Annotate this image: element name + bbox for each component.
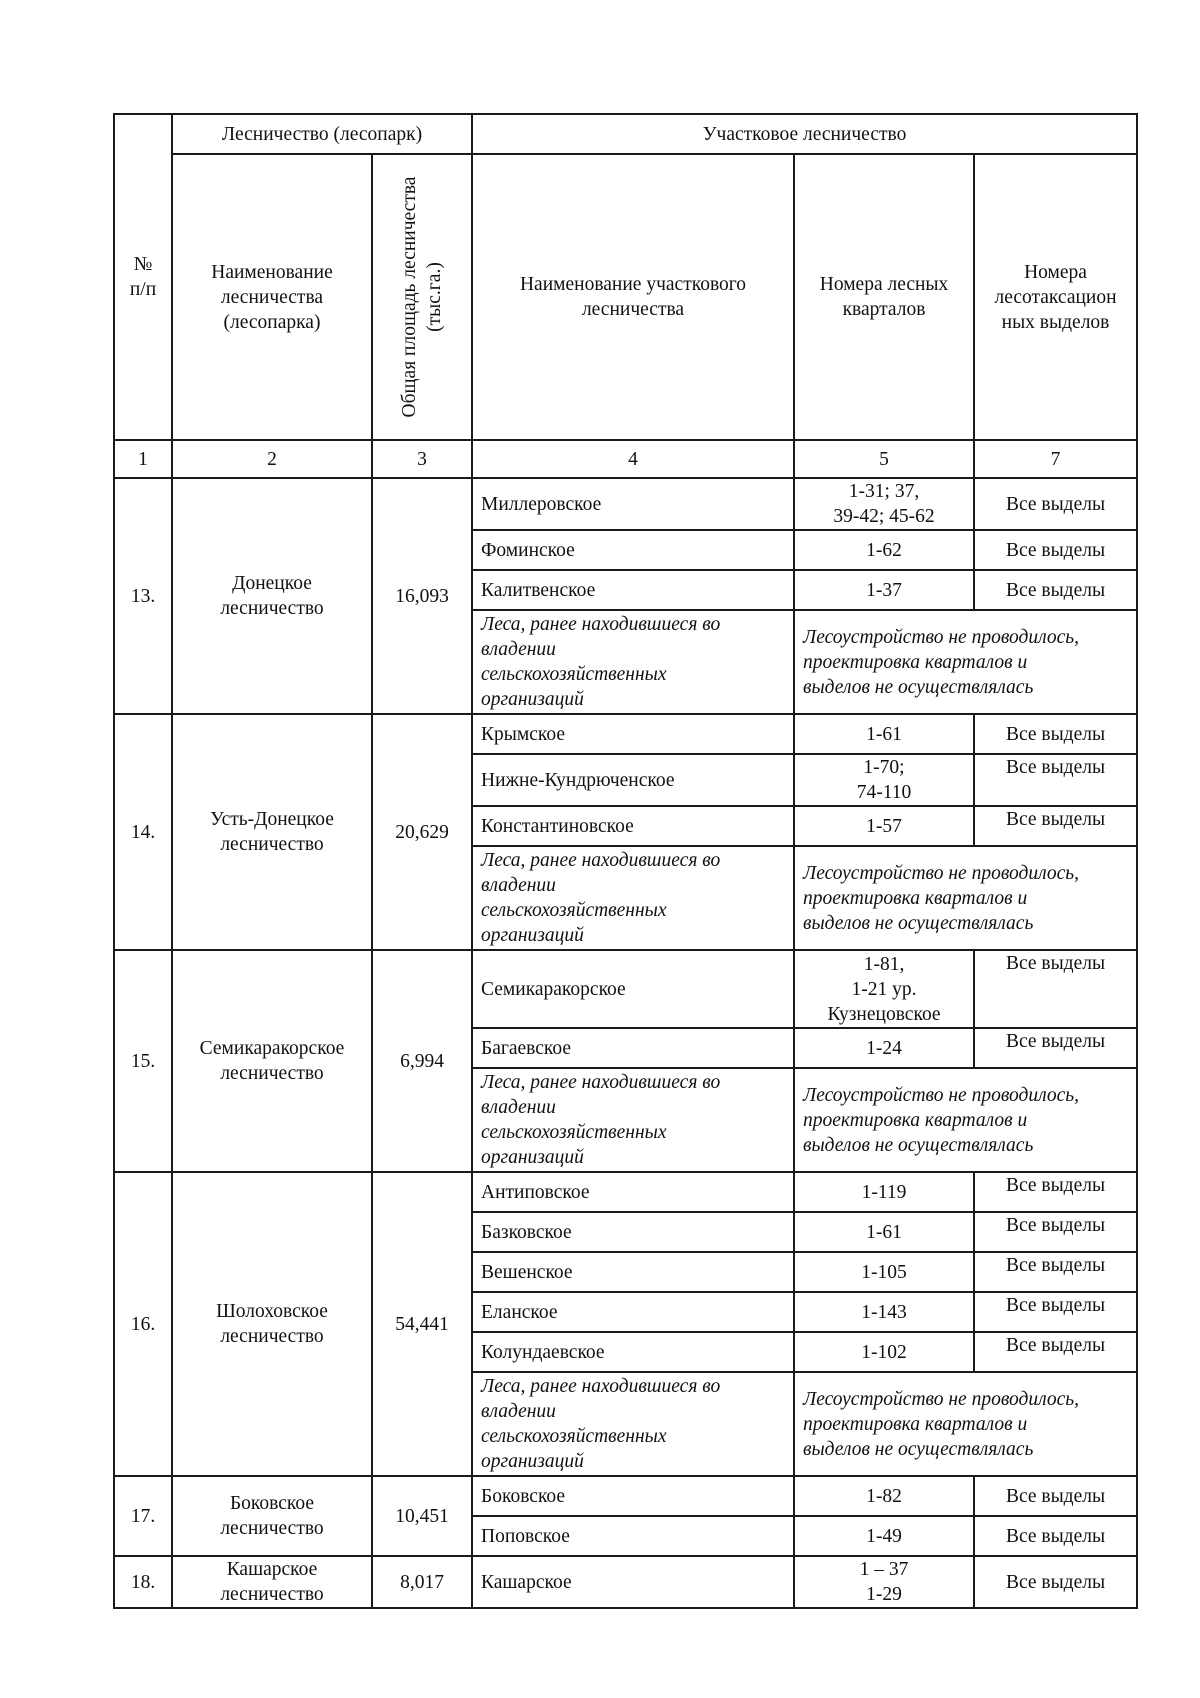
district-name: Вешенское [472, 1252, 794, 1292]
district-name: Кашарское [472, 1556, 794, 1608]
allotment-numbers: Все выделы [974, 950, 1137, 1028]
district-name: Багаевское [472, 1028, 794, 1068]
district-name: Колундаевское [472, 1332, 794, 1372]
quarter-numbers: 1-61 [794, 1212, 974, 1252]
quarter-numbers: 1-24 [794, 1028, 974, 1068]
forestry-name: Кашарское лесничество [172, 1556, 372, 1608]
district-name: Боковское [472, 1476, 794, 1516]
table-row [114, 714, 1137, 754]
allotment-numbers: Все выделы [974, 806, 1137, 846]
district-name: Миллеровское [472, 478, 794, 530]
allotment-numbers: Все выделы [974, 714, 1137, 754]
survey-note: Лесоустройство не проводилось, проектировка кварталов и выделов не осуществлялась [794, 1372, 1137, 1476]
allotment-numbers: Все выделы [974, 1332, 1137, 1372]
header-forestry-group: Лесничество (лесопарк) [172, 114, 472, 154]
quarter-numbers: 1-81, 1-21 ур. Кузнецовское [794, 950, 974, 1028]
column-number: 7 [974, 440, 1137, 478]
table-row [114, 1556, 1137, 1608]
column-number: 3 [372, 440, 472, 478]
header-row-groups [114, 114, 1137, 154]
survey-note: Лесоустройство не проводилось, проектировка кварталов и выделов не осуществлялась [794, 610, 1137, 714]
allotment-numbers: Все выделы [974, 570, 1137, 610]
column-number: 4 [472, 440, 794, 478]
table-row [114, 950, 1137, 1028]
forestry-area: 8,017 [372, 1556, 472, 1608]
district-name: Семикаракорское [472, 950, 794, 1028]
forestry-area: 6,994 [372, 950, 472, 1172]
quarter-numbers: 1-143 [794, 1292, 974, 1332]
allotment-numbers: Все выделы [974, 1556, 1137, 1608]
quarter-numbers: 1-61 [794, 714, 974, 754]
header-district-group: Участковое лесничество [472, 114, 1137, 154]
allotment-numbers: Все выделы [974, 1172, 1137, 1212]
forestry-name: Донецкое лесничество [172, 478, 372, 714]
forestry-name: Семикаракорское лесничество [172, 950, 372, 1172]
header-forestry-name: Наименование лесничества (лесопарка) [172, 154, 372, 440]
forestry-area: 10,451 [372, 1476, 472, 1556]
district-name: Антиповское [472, 1172, 794, 1212]
district-name: Крымское [472, 714, 794, 754]
forestry-name: Усть-Донецкое лесничество [172, 714, 372, 950]
column-number-row [114, 440, 1137, 478]
allotment-numbers: Все выделы [974, 530, 1137, 570]
header-total-area-cell [372, 154, 472, 440]
row-number: 17. [114, 1476, 172, 1556]
row-number: 13. [114, 478, 172, 714]
district-name: Фоминское [472, 530, 794, 570]
allotment-numbers: Все выделы [974, 478, 1137, 530]
header-number: № п/п [114, 114, 172, 440]
district-name: Константиновское [472, 806, 794, 846]
header-allotments: Номера лесотаксацион ных выделов [974, 154, 1137, 440]
survey-note: Лесоустройство не проводилось, проектировка кварталов и выделов не осуществлялась [794, 1068, 1137, 1172]
column-number: 1 [114, 440, 172, 478]
allotment-numbers: Все выделы [974, 1292, 1137, 1332]
column-number: 5 [794, 440, 974, 478]
allotment-numbers: Все выделы [974, 1028, 1137, 1068]
district-name: Леса, ранее находившиеся во владении сельскохозяйственных организаций [472, 1068, 794, 1172]
row-number: 18. [114, 1556, 172, 1608]
quarter-numbers: 1-105 [794, 1252, 974, 1292]
district-name: Леса, ранее находившиеся во владении сельскохозяйственных организаций [472, 1372, 794, 1476]
table-row [114, 478, 1137, 530]
quarter-numbers: 1-119 [794, 1172, 974, 1212]
district-name: Еланское [472, 1292, 794, 1332]
allotment-numbers: Все выделы [974, 1516, 1137, 1556]
quarter-numbers: 1-82 [794, 1476, 974, 1516]
allotment-numbers: Все выделы [974, 1252, 1137, 1292]
quarter-numbers: 1-57 [794, 806, 974, 846]
document-page [113, 113, 1136, 1609]
district-name: Нижне-Кундрюченское [472, 754, 794, 806]
quarter-numbers: 1-102 [794, 1332, 974, 1372]
forestry-table [113, 113, 1138, 1609]
quarter-numbers: 1-49 [794, 1516, 974, 1556]
district-name: Базковское [472, 1212, 794, 1252]
district-name: Калитвенское [472, 570, 794, 610]
forestry-name: Шолоховское лесничество [172, 1172, 372, 1476]
forestry-area: 54,441 [372, 1172, 472, 1476]
allotment-numbers: Все выделы [974, 754, 1137, 806]
allotment-numbers: Все выделы [974, 1212, 1137, 1252]
header-quarters: Номера лесных кварталов [794, 154, 974, 440]
district-name: Поповское [472, 1516, 794, 1556]
row-number: 16. [114, 1172, 172, 1476]
survey-note: Лесоустройство не проводилось, проектировка кварталов и выделов не осуществлялась [794, 846, 1137, 950]
quarter-numbers: 1-70; 74-110 [794, 754, 974, 806]
allotment-numbers: Все выделы [974, 1476, 1137, 1516]
header-total-area: Общая площадь лесничества (тыс.га.) [399, 176, 445, 418]
table-row [114, 1476, 1137, 1516]
forestry-area: 20,629 [372, 714, 472, 950]
forestry-area: 16,093 [372, 478, 472, 714]
row-number: 14. [114, 714, 172, 950]
row-number: 15. [114, 950, 172, 1172]
quarter-numbers: 1-37 [794, 570, 974, 610]
column-number: 2 [172, 440, 372, 478]
header-row-columns [114, 154, 1137, 440]
header-district-name: Наименование участкового лесничества [472, 154, 794, 440]
district-name: Леса, ранее находившиеся во владении сельскохозяйственных организаций [472, 846, 794, 950]
forestry-name: Боковское лесничество [172, 1476, 372, 1556]
quarter-numbers: 1-31; 37, 39-42; 45-62 [794, 478, 974, 530]
quarter-numbers: 1-62 [794, 530, 974, 570]
district-name: Леса, ранее находившиеся во владении сельскохозяйственных организаций [472, 610, 794, 714]
table-row [114, 1172, 1137, 1212]
quarter-numbers: 1 – 37 1-29 [794, 1556, 974, 1608]
